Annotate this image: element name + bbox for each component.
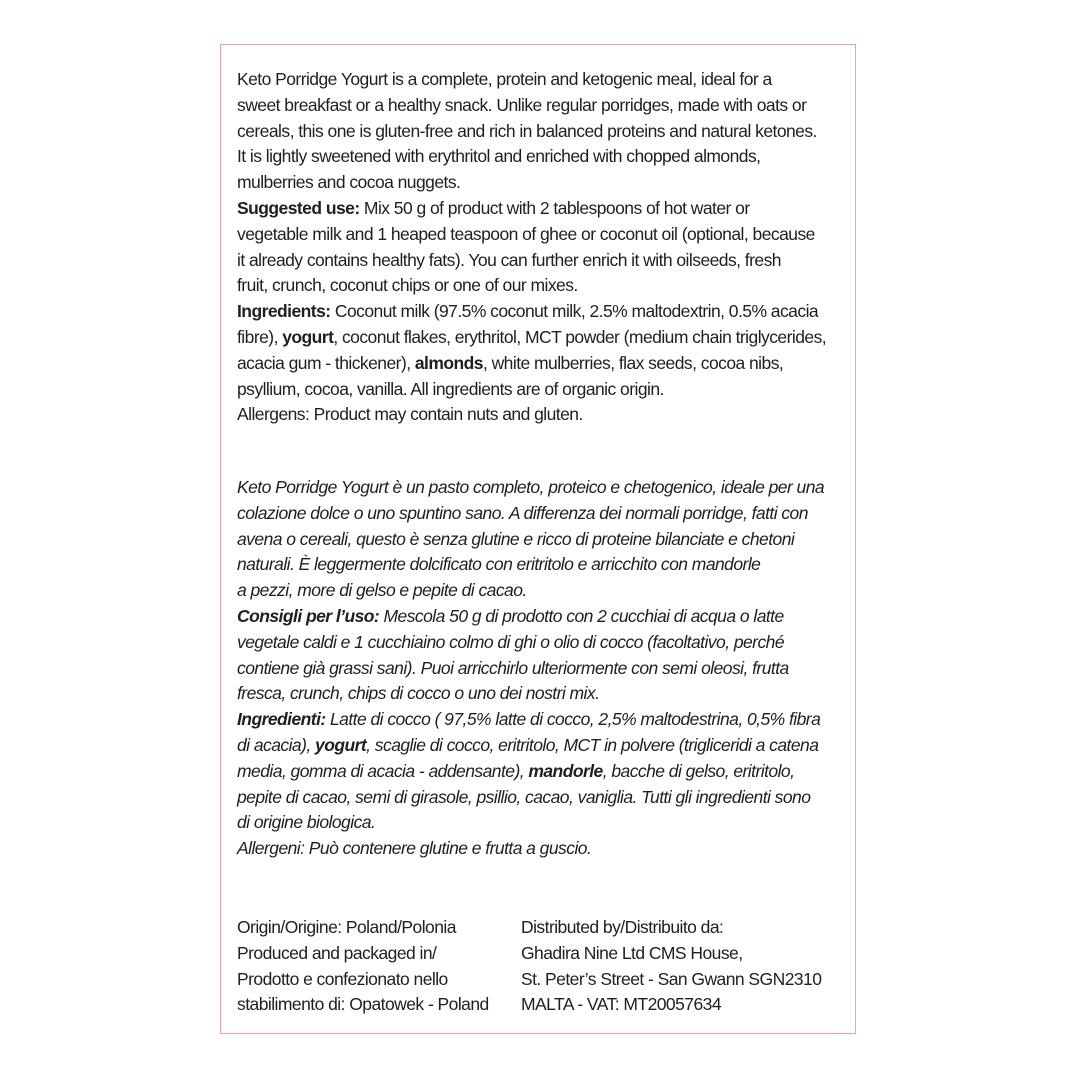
text-line: naturali. È leggermente dolcificato con eritritolo e arricchito con mandorle bbox=[237, 554, 761, 575]
english-section bbox=[237, 67, 847, 428]
english-intro bbox=[237, 67, 847, 196]
text-line: MALTA - VAT: MT20057634 bbox=[521, 994, 722, 1015]
text-line: avena o cereali, questo è senza glutine e ricco di proteine bilanciate e chetoni bbox=[237, 528, 795, 549]
text-line: vegetale caldi e 1 cucchiaino colmo di ghi o olio di cocco (facoltativo, perché bbox=[237, 631, 785, 652]
allergen-highlight: mandorle bbox=[528, 760, 603, 781]
text-line: cereals, this one is gluten-free and rich in balanced proteins and natural ketones. bbox=[237, 120, 817, 141]
text-line: Coconut milk (97.5% coconut milk, 2.5% maltodextrin, 0.5% acacia bbox=[330, 301, 819, 322]
text-line: contiene già grassi sani). Puoi arricchirlo ulteriormente con semi oleosi, frutta bbox=[237, 657, 789, 678]
italian-section bbox=[237, 475, 847, 862]
text-line: Latte di cocco ( 97,5% latte di cocco, 2,5% maltodestrina, 0,5% fibra bbox=[325, 709, 821, 730]
text-line: di origine biologica. bbox=[237, 812, 376, 833]
text-line: Produced and packaged in/ bbox=[237, 942, 437, 963]
ingredients-label: Ingredienti: bbox=[237, 709, 326, 730]
text-line: Mix 50 g of product with 2 tablespoons of hot water or bbox=[359, 197, 750, 218]
text-line: Ghadira Nine Ltd CMS House, bbox=[521, 942, 743, 963]
text-line: St. Peter’s Street - San Gwann SGN2310 bbox=[521, 968, 822, 989]
text-fragment: , bacche di gelso, eritritolo, bbox=[602, 760, 795, 781]
text-line: Mescola 50 g di prodotto con 2 cucchiai di acqua o latte bbox=[379, 605, 784, 626]
italian-allergens: Allergeni: Può contenere glutine e frutta a guscio. bbox=[237, 838, 592, 859]
text-fragment: , white mulberries, flax seeds, cocoa nibs, bbox=[482, 352, 784, 373]
text-line: mulberries and cocoa nuggets. bbox=[237, 172, 461, 193]
text-line: psyllium, cocoa, vanilla. All ingredients are of organic origin. bbox=[237, 378, 664, 399]
text-line: It is lightly sweetened with erythritol and enriched with chopped almonds, bbox=[237, 146, 761, 167]
text-line: Keto Porridge Yogurt is a complete, protein and ketogenic meal, ideal for a bbox=[237, 69, 772, 89]
text-fragment: di acacia), bbox=[237, 734, 316, 755]
text-line: Keto Porridge Yogurt è un pasto completo, proteico e chetogenico, ideale per una bbox=[237, 477, 825, 497]
text-line: sweet breakfast or a healthy snack. Unlike regular porridges, made with oats or bbox=[237, 94, 807, 115]
english-ingredients bbox=[237, 299, 847, 402]
text-line: Origin/Origine: Poland/Polonia bbox=[237, 917, 456, 937]
allergen-highlight: almonds bbox=[414, 352, 483, 373]
text-line: fresca, crunch, chips di cocco o uno dei nostri mix. bbox=[237, 683, 600, 704]
text-line: pepite di cacao, semi di girasole, psillio, cacao, vaniglia. Tutti gli ingredienti sono bbox=[237, 786, 811, 807]
text-fragment: , scaglie di cocco, eritritolo, MCT in polvere (trigliceridi a catena bbox=[366, 734, 819, 755]
text-fragment: acacia gum - thickener), bbox=[237, 352, 415, 373]
text-line: a pezzi, more di gelso e pepite di cacao. bbox=[237, 580, 527, 601]
english-allergens: Allergens: Product may contain nuts and gluten. bbox=[237, 404, 583, 425]
text-line: vegetable milk and 1 heaped teaspoon of ghee or coconut oil (optional, because bbox=[237, 223, 815, 244]
text-line: it already contains healthy fats). You can further enrich it with oilseeds, fresh bbox=[237, 249, 781, 270]
text-line: Prodotto e confezionato nello bbox=[237, 968, 448, 989]
italian-ingredients bbox=[237, 707, 847, 836]
product-label-panel bbox=[220, 44, 856, 1034]
origin-info bbox=[237, 915, 507, 1018]
text-fragment: fibre), bbox=[237, 326, 283, 347]
suggested-use-label: Consigli per l’uso: bbox=[237, 605, 380, 626]
italian-intro bbox=[237, 475, 847, 604]
text-line: colazione dolce o uno spuntino sano. A differenza dei normali porridge, fatti con bbox=[237, 502, 808, 523]
text-line: Distributed by/Distribuito da: bbox=[521, 917, 724, 937]
italian-suggested-use bbox=[237, 604, 847, 707]
distributor-info bbox=[521, 915, 851, 1018]
suggested-use-label: Suggested use: bbox=[237, 197, 360, 218]
allergen-highlight: yogurt bbox=[282, 326, 334, 347]
text-fragment: , coconut flakes, erythritol, MCT powder (medium chain triglycerides, bbox=[333, 326, 827, 347]
text-fragment: media, gomma di acacia - addensante), bbox=[237, 760, 529, 781]
english-suggested-use bbox=[237, 196, 847, 299]
text-line: stabilimento di: Opatowek - Poland bbox=[237, 994, 489, 1015]
text-line: fruit, crunch, coconut chips or one of our mixes. bbox=[237, 275, 578, 296]
allergen-highlight: yogurt bbox=[315, 734, 367, 755]
ingredients-label: Ingredients: bbox=[237, 301, 331, 322]
